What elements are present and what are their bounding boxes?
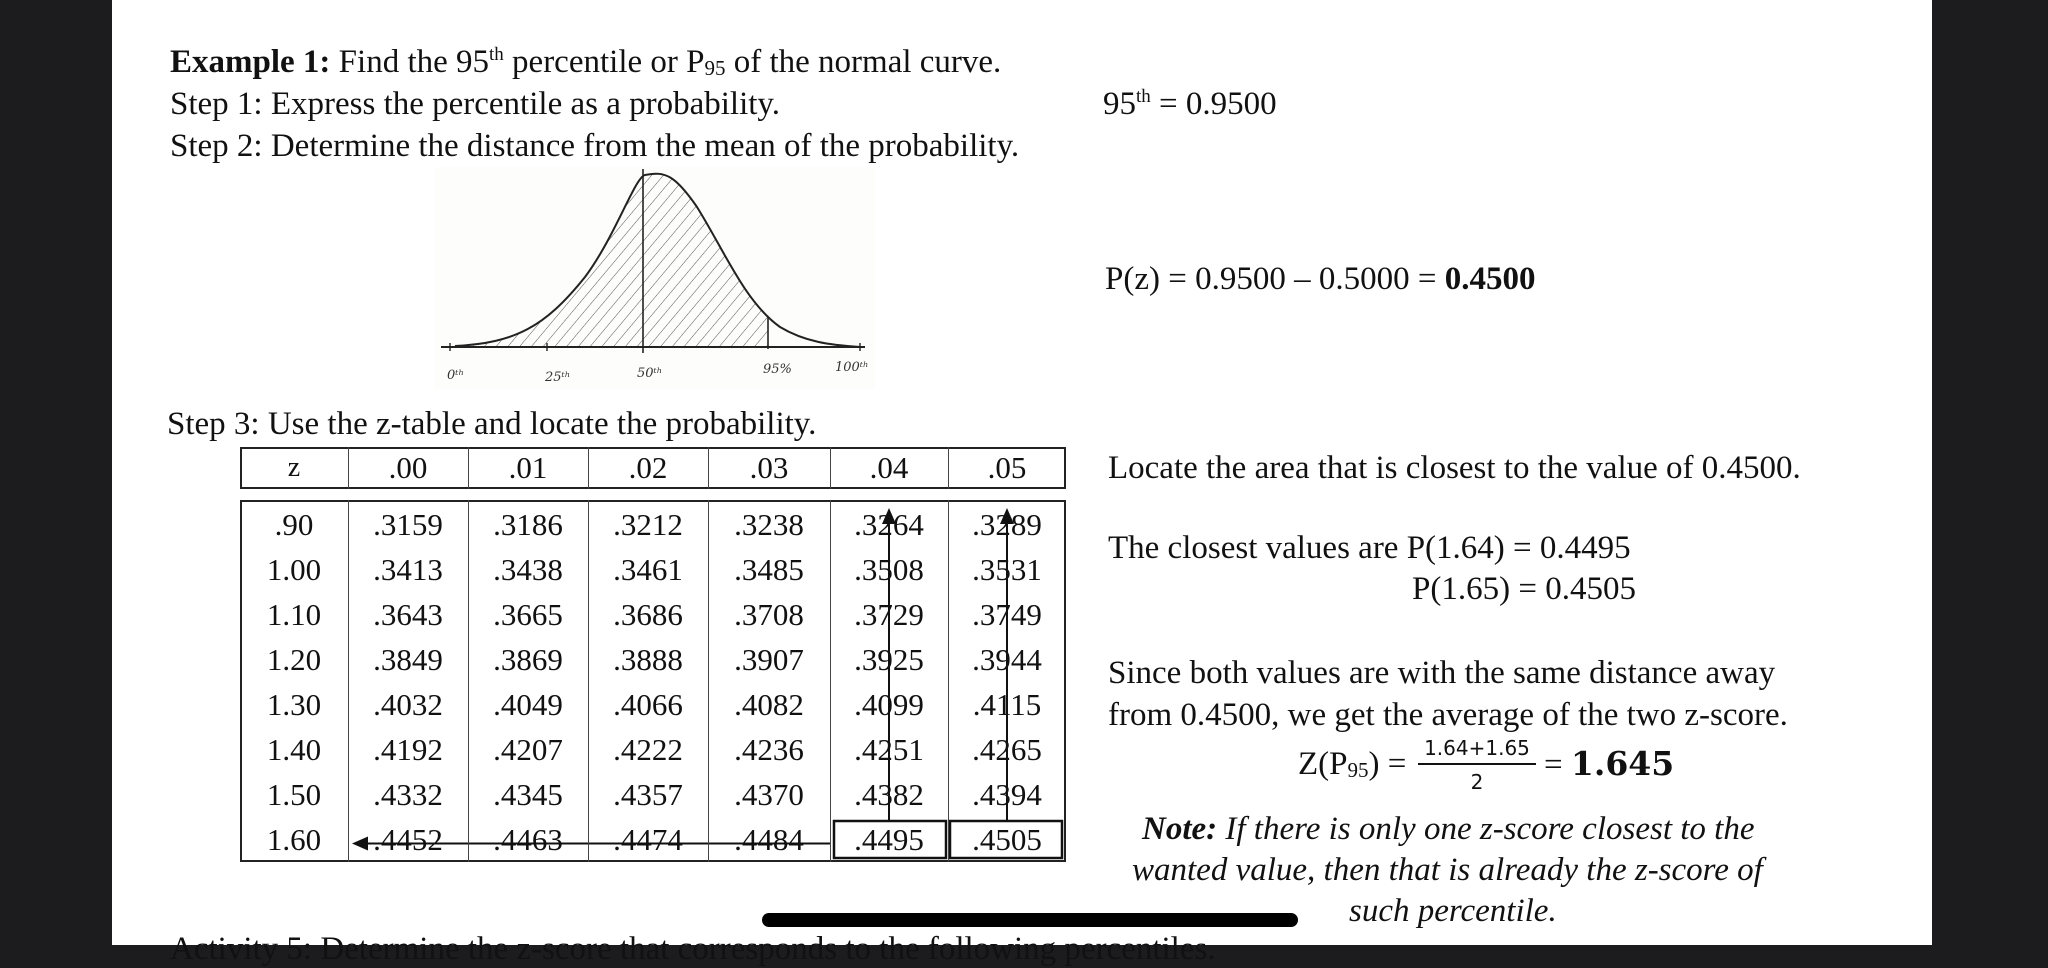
z-table-cell: .4207 — [493, 732, 563, 767]
next-activity-heading: Activity 5: Determine the z-score that corresponds to the following percentiles. — [170, 931, 1216, 967]
z-table-cell: .4236 — [734, 732, 804, 767]
shaded-area — [455, 174, 860, 347]
scroll-indicator[interactable] — [762, 913, 1298, 927]
z-table-cell: .4192 — [373, 732, 443, 767]
z-table-cell: .4505 — [972, 822, 1042, 857]
z-table — [240, 447, 1070, 863]
closest-line-2: P(1.65) = 0.4505 — [1412, 571, 1636, 607]
step1-text: Step 1: Express the percentile as a probability. — [170, 86, 781, 122]
z-table-cell: .4032 — [373, 687, 443, 722]
z-table-cell: .3749 — [972, 597, 1042, 632]
z-table-cell: .3643 — [373, 597, 443, 632]
z-table-cell: .3665 — [493, 597, 563, 632]
document-page — [112, 0, 1932, 967]
normal-curve-image — [435, 167, 875, 389]
z-table-cell: .3186 — [493, 507, 563, 542]
since-line-2: from 0.4500, we get the average of the two z-score. — [1108, 697, 1788, 733]
z-table-cell: .3869 — [493, 642, 563, 677]
z-table-cell: .3708 — [734, 597, 804, 632]
note-line-1: Note: If there is only one z-score closest to the — [1142, 811, 1755, 847]
z-table-row-label: .90 — [274, 507, 314, 542]
z-table-cell: .3212 — [613, 507, 683, 542]
z-table-cell: .4452 — [373, 822, 443, 857]
step3-text: Step 3: Use the z-table and locate the probability. — [167, 406, 817, 442]
z-table-row-label: 1.50 — [266, 777, 322, 812]
tick-label-100: 100ᵗʰ — [835, 360, 869, 375]
step2-text: Step 2: Determine the distance from the mean of the probability. — [170, 128, 1020, 164]
example-title: Example 1: Find the 95th percentile or $P_{95}$ of the normal curve. — [170, 44, 1002, 80]
z-table-header-cell: .05 — [987, 450, 1027, 485]
z-table-cell: .3531 — [972, 552, 1042, 587]
example-label: Example 1: — [170, 44, 331, 80]
z-table-cell: .4115 — [972, 687, 1042, 722]
z-table-header-cell: .03 — [749, 450, 789, 485]
z-table-cell: .4345 — [493, 777, 563, 812]
z-table-cell: .4251 — [854, 732, 924, 767]
z-table-cell: .3907 — [734, 642, 804, 677]
step2-calculation: P(z) = 0.9500 – 0.5000 = 0.4500 — [1105, 261, 1536, 297]
z-table-header-cell: .02 — [628, 450, 668, 485]
since-line-1: Since both values are with the same distance away — [1108, 655, 1776, 691]
z-table-cell: .3461 — [613, 552, 683, 587]
formula-denominator: 2 — [1470, 770, 1484, 794]
z-table-cell: .4332 — [373, 777, 443, 812]
z-table-cell: .3238 — [734, 507, 804, 542]
z-table-row-label: 1.30 — [266, 687, 322, 722]
tick-label-25: 25ᵗʰ — [545, 370, 571, 385]
z-table-row-label: 1.40 — [266, 732, 322, 767]
z-table-cell: .3264 — [854, 507, 924, 542]
z-table-cell: .3508 — [854, 552, 924, 587]
z-table-cell: .3485 — [734, 552, 804, 587]
z-table-cell: .3159 — [373, 507, 443, 542]
z-table-cell: .4265 — [972, 732, 1042, 767]
z-table-header-cell: .00 — [388, 450, 428, 485]
step2-result: 0.4500 — [1444, 261, 1536, 297]
note-label: Note: — [1142, 811, 1218, 847]
z-table-cell: .4099 — [854, 687, 924, 722]
z-table-cell: .3289 — [972, 507, 1042, 542]
z-table-cell: .3925 — [854, 642, 924, 677]
z-table-cell: .3888 — [613, 642, 683, 677]
note-line-3: such percentile. — [1349, 893, 1557, 929]
z-table-cell: .4357 — [613, 777, 683, 812]
z-table-cell: .4495 — [854, 822, 924, 857]
z-table-row-label: 1.00 — [266, 552, 322, 587]
tick-label-0: 0ᵗʰ — [447, 368, 465, 383]
z-table-header-cell: z — [287, 452, 301, 483]
z-table-cell: .3438 — [493, 552, 563, 587]
z-table-cell: .4049 — [493, 687, 563, 722]
z-table-cell: .3944 — [972, 642, 1042, 677]
locate-text: Locate the area that is closest to the value of 0.4500. — [1108, 450, 1801, 486]
z-table-row-label: 1.60 — [266, 822, 322, 857]
step1-answer: 95th = 0.9500 — [1103, 86, 1277, 122]
z-table-cell: .4484 — [734, 822, 804, 857]
z-table-cell: .4382 — [854, 777, 924, 812]
normal-curve-svg — [435, 167, 875, 389]
formula-lhs: $Z(P_{95})$ = — [1298, 746, 1407, 782]
z-table-cell: .4222 — [613, 732, 683, 767]
z-table-cell: .3686 — [613, 597, 683, 632]
formula-result: = 1.645 — [1544, 744, 1675, 783]
formula-numerator: 1.64+1.65 — [1424, 736, 1530, 760]
z-table-cell: .4463 — [493, 822, 563, 857]
z-table-header-cell: .04 — [869, 450, 909, 485]
z-table-cell: .4082 — [734, 687, 804, 722]
z-table-cell: .4474 — [613, 822, 683, 857]
closest-line-1: The closest values are P(1.64) = 0.4495 — [1108, 530, 1631, 566]
z-table-cell: .3729 — [854, 597, 924, 632]
z-table-cell: .3413 — [373, 552, 443, 587]
z-table-row-label: 1.20 — [266, 642, 322, 677]
z-table-row-label: 1.10 — [266, 597, 322, 632]
z-table-cell: .4066 — [613, 687, 683, 722]
tick-label-50: 50ᵗʰ — [637, 366, 663, 381]
z-table-cell: .4394 — [972, 777, 1042, 812]
z-table-header-cell: .01 — [508, 450, 548, 485]
note-line-2: wanted value, then that is already the z-score of — [1132, 852, 1763, 888]
z-table-cell: .4370 — [734, 777, 804, 812]
tick-label-95: 95% — [763, 362, 792, 377]
fraction-bar — [1418, 763, 1536, 765]
z-table-cell: .3849 — [373, 642, 443, 677]
